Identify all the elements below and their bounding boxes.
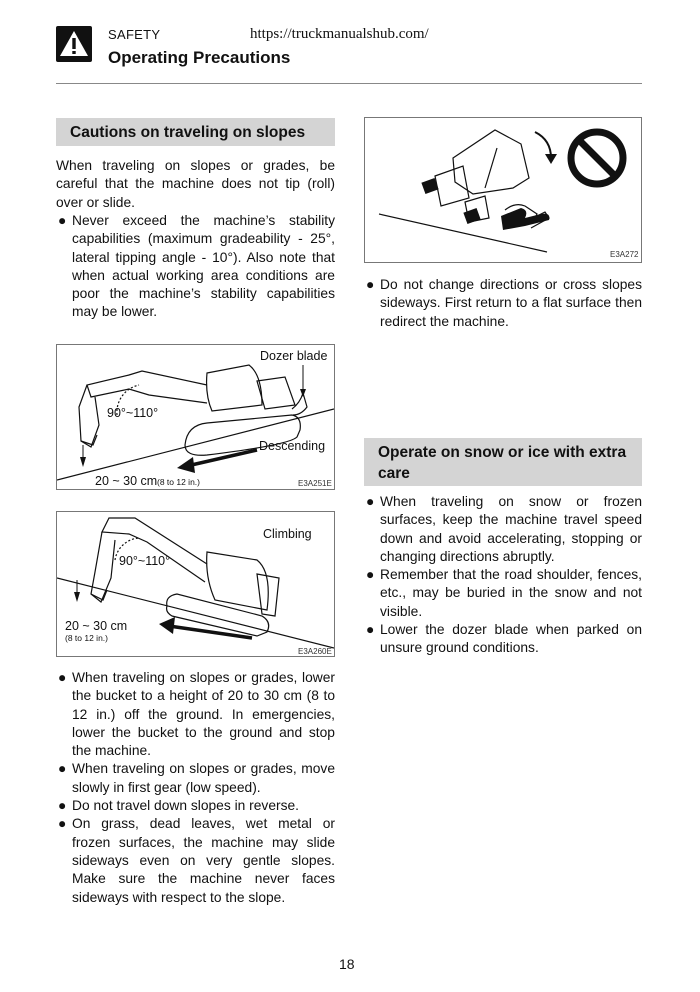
section-label: SAFETY	[108, 27, 161, 42]
excavator-tipping-illustration	[365, 118, 641, 262]
list-item: ● Do not change directions or cross slopes sideways. First return to a flat surface then redirect the machine.	[366, 277, 642, 329]
direction-label: Climbing	[263, 527, 312, 541]
slopes-bullets-2	[56, 669, 335, 907]
sideways-bullets	[364, 276, 642, 331]
page-title: Operating Precautions	[108, 48, 291, 67]
angle-label: 90°~110°	[107, 406, 159, 420]
figure-code: E3A251E	[298, 479, 332, 488]
list-item: ● Never exceed the machine’s stability capabilities (maximum gradeability - 25°, lateral tipping angle - 10°). Also note that when actual working area conditions are poor the machine’s stability capabilities may be lower.	[58, 213, 335, 320]
list-item: ● When traveling on snow or frozen surfaces, keep the machine travel speed down and avoid accelerating, stopping or changing directions abruptly.	[366, 494, 642, 564]
source-url: https://truckmanualshub.com/	[250, 26, 429, 42]
header-divider	[56, 83, 642, 84]
figure-descending	[56, 344, 335, 490]
figure-code: E3A272	[610, 250, 639, 259]
slopes-bullets-1	[56, 212, 335, 322]
list-item: ● Lower the dozer blade when parked on unsure ground conditions.	[366, 622, 642, 656]
bullet-icon: ●	[366, 494, 375, 509]
height-label: 20 ~ 30 cm	[95, 474, 158, 488]
angle-label: 90°~110°	[119, 554, 171, 568]
bullet-icon: ●	[58, 761, 67, 777]
snow-heading: Operate on snow or ice with extra care	[364, 438, 642, 486]
dozer-blade-label: Dozer blade	[260, 349, 328, 363]
list-item: ● Do not travel down slopes in reverse.	[56, 797, 335, 815]
list-item: ● When traveling on slopes or grades, lower the bucket to a height of 20 to 30 cm (8 to 12 in.) off the ground. In emergencies, lower the bucket to the ground and stop the machine.	[58, 670, 335, 759]
height-inches-label: (8 to 12 in.)	[65, 633, 108, 643]
slopes-heading: Cautions on traveling on slopes	[56, 118, 335, 146]
snow-bullets	[364, 493, 642, 658]
bullet-icon: ●	[366, 567, 375, 583]
slopes-intro: When traveling on slopes or grades, be careful that the machine does not tip (roll) over or slide.	[56, 158, 335, 210]
page-number: 18	[339, 956, 355, 972]
bullet-icon: ●	[366, 622, 375, 638]
bullet-icon: ●	[58, 816, 67, 832]
height-inches-label: (8 to 12 in.)	[157, 477, 200, 487]
list-item: ● On grass, dead leaves, wet metal or frozen surfaces, the machine may slide sideways even on very gentle slopes. Make sure the machine never faces sideways with respect to the slope.	[58, 816, 335, 905]
list-item: ● Remember that the road shoulder, fences, etc., may be buried in the snow and not visible.	[366, 567, 642, 619]
figure-climbing	[56, 511, 335, 657]
direction-label: Descending	[259, 439, 326, 453]
figure-code: E3A260E	[298, 647, 332, 656]
list-item: ● When traveling on slopes or grades, move slowly in first gear (low speed).	[58, 761, 335, 795]
bullet-icon: ●	[366, 277, 375, 292]
warning-triangle-icon	[56, 26, 92, 62]
figure-no-sideways	[364, 117, 642, 263]
height-label: 20 ~ 30 cm	[65, 619, 128, 633]
bullet-icon: ●	[58, 213, 67, 228]
excavator-descending-illustration	[57, 345, 334, 489]
bullet-icon: ●	[58, 670, 67, 685]
bullet-icon: ●	[58, 798, 67, 814]
